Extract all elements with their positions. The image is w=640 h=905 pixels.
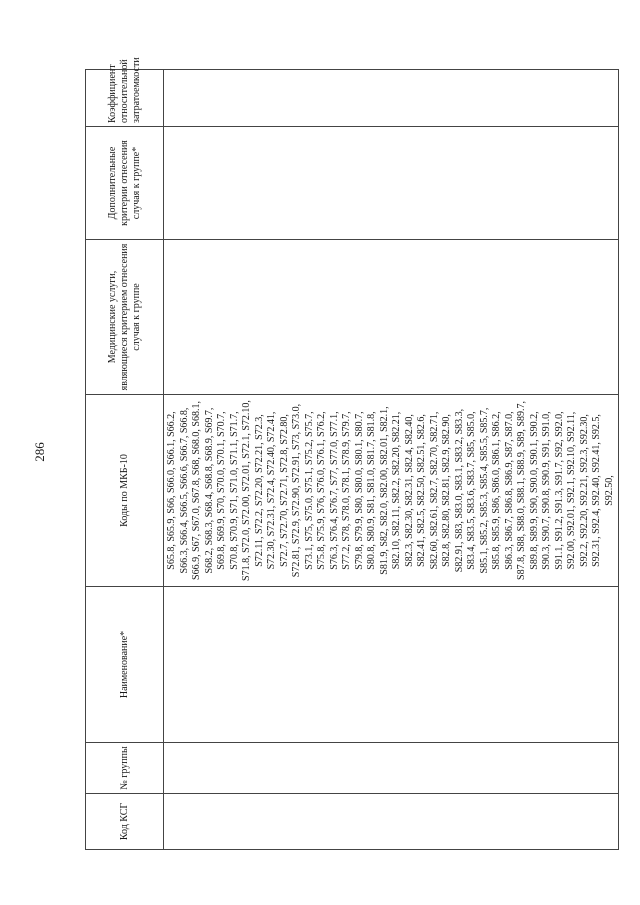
cell-mkb-codes: S65.8, S65.9, S66, S66.0, S66.1, S66.2, S66.3, S66.4, S66.5, S66.6, S66.7, S66.8, S66.9, S67, S67.0, S67.8, S68, S68.0, S68.1, S68.2, S68.3, S68.4, S68.8, S68.9, S69.7, S69.8, S69.9, S70, S70.0, S70.1, S70.7, S70.8, S70.9, S71, S71.0, S71.1, S71.7, S71.8, S72.0, S72.00, S72.01, S72.1, S72.10, S72.11, S72.2, S72.20, S72.21, S72.3, S72.30, S72.31, S72.4, S72.40, S72.41, S72.7, S72.70, S72.71, S72.8, S72.80, S72.81, S72.9, S72.90, S72.91, S73, S73.0, S73.1, S75, S75.0, S75.1, S75.2, S75.7, S75.8, S75.9, S76, S76.0, S76.1, S76.2, S76.3, S76.4, S76.7, S77, S77.0, S77.1, S77.2, S78, S78.0, S78.1, S78.9, S79.7, S79.8, S79.9, S80, S80.0, S80.1, S80.7, S80.8, S80.9, S81, S81.0, S81.7, S81.8, S81.9, S82, S82.0, S82.00, S82.01, S82.1, S82.10, S82.11, S82.2, S82.20, S82.21, S82.3, S82.30, S82.31, S82.4, S82.40, S82.41, S82.5, S82.50, S82.51, S82.6, S82.60, S82.61, S82.7, S82.70, S82.71, S82.8, S82.80, S82.81, S82.9, S82.90, S82.91, S83, S83.0, S83.1, S83.2, S83.3, S83.4, S83.5, S83.6, S83.7, S85, S85.0, S85.1, S85.2, S85.3, S85.4, S85.5, S85.7, S85.8, S85.9, S86, S86.0, S86.1, S86.2, S86.3, S86.7, S86.8, S86.9, S87, S87.0, S87.8, S88, S88.0, S88.1, S88.9, S89, S89.7, S89.8, S89.9, S90, S90.0, S90.1, S90.2, S90.3, S90.7, S90.8, S90.9, S91, S91.0, S91.1, S91.2, S91.3, S91.7, S92, S92.0, S92.00, S92.01, S92.1, S92.10, S92.11, S92.2, S92.20, S92.21, S92.3, S92.30, S92.31, S92.4, S92.40, S92.41, S92.5, S92.50, xyxy=(164,395,619,587)
cell-kst-code xyxy=(164,794,619,850)
page-number: 286 xyxy=(32,442,47,462)
header-extra-criteria: Дополнительные критерии отнесения случая к группе* xyxy=(86,127,164,240)
header-kst-code: Код КСГ xyxy=(86,794,164,850)
cell-coefficient xyxy=(164,70,619,127)
header-name: Наименование* xyxy=(86,587,164,743)
rotated-table-wrapper xyxy=(85,57,615,850)
kst-table xyxy=(85,57,619,850)
table-header-row xyxy=(86,70,164,850)
table-row xyxy=(164,70,619,850)
header-mkb-codes: Коды по МКБ-10 xyxy=(86,395,164,587)
header-group-number: № группы xyxy=(86,743,164,794)
cell-group-number xyxy=(164,743,619,794)
cell-medical-services xyxy=(164,240,619,395)
header-coefficient: Коэффициент относительной затратоемкости xyxy=(86,70,164,127)
cell-name xyxy=(164,587,619,743)
cell-extra-criteria xyxy=(164,127,619,240)
header-medical-services: Медицинские услуги, являющиеся критерием отнесения случая к группе xyxy=(86,240,164,395)
